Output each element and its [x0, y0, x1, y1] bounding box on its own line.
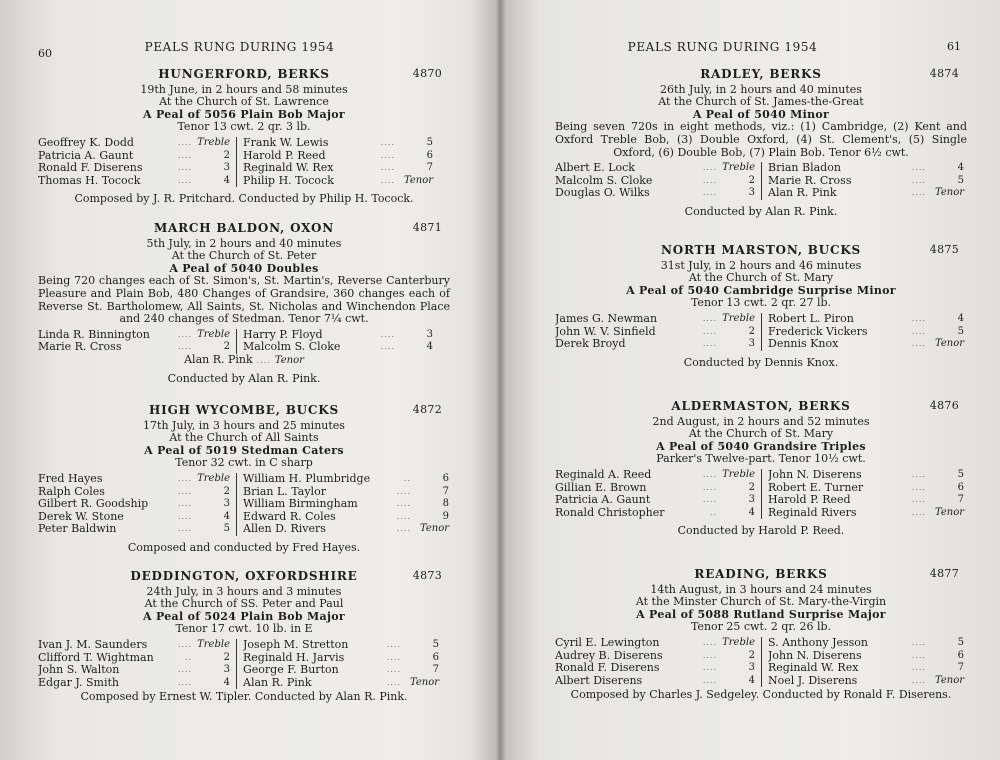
ringer-name: Linda R. Binnington [38, 328, 150, 341]
ringer-row: Ronald Christopher .. 4 [555, 506, 755, 519]
ringer-row: John W. V. Sinfield .... 2 [555, 325, 755, 338]
peal-title [555, 68, 967, 81]
ringer-name: Patricia A. Gaunt [38, 149, 134, 162]
right-page [505, 0, 1000, 760]
peal-title [38, 222, 450, 235]
ringer-name: Albert E. Lock [555, 162, 635, 175]
peal-place: HUNGERFORD, BERKS [158, 67, 330, 81]
bell-number: 4 [748, 506, 755, 518]
peal-method: A Peal of 5040 Doubles [169, 261, 319, 275]
peal-date-line: 2nd August, in 2 hours and 52 minutes [652, 414, 870, 428]
band-column-left [555, 162, 762, 200]
peal-conductor: Conducted by Dennis Knox. [683, 355, 839, 369]
peal-method: A Peal of 5040 Minor [692, 107, 830, 121]
peal-place: DEDDINGTON, OXFORDSHIRE [130, 569, 358, 583]
ringer-row: William Birmingham .... 8 [243, 498, 449, 511]
bell-number: 7 [442, 485, 449, 497]
bell-number: 5 [223, 523, 230, 535]
bell-number: Tenor [419, 523, 449, 535]
bell-number: 3 [748, 494, 755, 506]
page-number: 60 [38, 47, 52, 60]
bell-number: 3 [426, 328, 433, 340]
band-table [555, 313, 967, 351]
ringer-name: Patricia A. Gaunt [555, 494, 651, 507]
ringer-name: Douglas O. Wilks [555, 187, 650, 200]
ringer-name: Fred Hayes [38, 472, 103, 485]
peal-date-line: 14th August, in 3 hours and 24 minutes [650, 582, 872, 596]
ringer-row: Audrey B. Diserens .... 2 [555, 649, 755, 662]
ringer-name: Harold P. Reed [768, 494, 851, 507]
ringer-row: Joseph M. Stretton .... 5 [243, 638, 439, 651]
peal-place: MARCH BALDON, OXON [153, 221, 335, 235]
ringer-name: Edgar J. Smith [38, 676, 119, 689]
bell-number: 5 [432, 638, 439, 650]
ringer-name: Clifford T. Wightman [38, 651, 154, 664]
peal-church-line: At the Church of SS. Peter and Paul [144, 597, 344, 611]
bell-number: Tenor [934, 506, 964, 518]
ringer-row: Robert E. Turner .... 6 [768, 481, 964, 494]
band-column-right [762, 162, 964, 200]
peal-date-line: 5th July, in 2 hours and 40 minutes [146, 236, 342, 250]
ringer-name: George F. Burton [243, 664, 339, 677]
ringer-row: Fred Hayes .... Treble [38, 472, 230, 485]
peal-date-line: 31st July, in 2 hours and 46 minutes [660, 258, 862, 272]
ringer-row: Robert L. Piron .... 4 [768, 312, 964, 325]
peal-place: RADLEY, BERKS [700, 67, 822, 81]
peal-date-line: 26th July, in 2 hours and 40 minutes [660, 82, 862, 96]
ringer-row: Reginald W. Rex .... 7 [768, 662, 964, 675]
ringer-row: Gilbert R. Goodship .... 3 [38, 498, 230, 511]
peal-conductor: Conducted by Alan R. Pink. [167, 371, 321, 385]
bell-number: 2 [223, 651, 230, 663]
peal-date-line: 19th June, in 2 hours and 58 minutes [140, 82, 348, 96]
peal-place: ALDERMASTON, BERKS [671, 399, 851, 413]
bell-number: Tenor [409, 676, 439, 688]
ringer-name: Frank W. Lewis [243, 136, 329, 149]
left-page [0, 0, 495, 760]
ringer-name: Reginald H. Jarvis [243, 651, 345, 664]
ringer-row: Frank W. Lewis .... 5 [243, 136, 433, 149]
ringer-row: Malcolm S. Cloke .... 2 [555, 174, 755, 187]
peal-entry [555, 244, 967, 369]
peal-description: Being seven 720s in eight methods, viz.: (1) Cambridge, (2) Kent and Oxford Treble Bob, (3) Double Oxford, (4) St. Clement's, (5) Single Oxford, (6) Double Bob, (7) Plain Bob. Tenor 6½ cwt. [555, 120, 967, 159]
bell-number: Tenor [934, 187, 964, 199]
ringer-name: Ronald F. Diserens [555, 662, 660, 675]
bell-number: 6 [442, 472, 449, 484]
ringer-row: Ronald F. Diserens .... 3 [38, 162, 230, 175]
bell-number: 4 [223, 676, 230, 688]
bell-number: 4 [957, 162, 964, 174]
ringer-name: Ronald Christopher [555, 506, 665, 519]
peal-conductor: Composed and conducted by Fred Hayes. [127, 540, 361, 554]
bell-number: 6 [432, 651, 439, 663]
peal-church-line: At the Church of St. Peter [171, 249, 317, 263]
ringer-name: William H. Plumbridge [243, 472, 371, 485]
ringer-row: Derek Broyd .... 3 [555, 338, 755, 351]
band-column-right [237, 137, 433, 187]
peal-tenor: Tenor 13 cwt. 2 qr. 27 lb. [690, 296, 832, 310]
bell-number: Treble [197, 638, 230, 650]
ringer-name: Derek W. Stone [38, 510, 124, 523]
ringer-row: Albert Diserens .... 4 [555, 674, 755, 687]
peal-conductor: Composed by J. R. Pritchard. Conducted by Philip H. Tocock. [74, 192, 414, 206]
ringer-name: Philip H. Tocock [243, 174, 334, 187]
ringer-row: Derek W. Stone .... 4 [38, 510, 230, 523]
bell-number: 4 [957, 312, 964, 324]
peal-entry [38, 570, 450, 704]
band-column-left [555, 637, 762, 687]
ringer-row: Linda R. Binnington .... Treble [38, 328, 230, 341]
bell-number: 3 [223, 498, 230, 510]
bell-number: 6 [957, 649, 964, 661]
peal-place: NORTH MARSTON, BUCKS [660, 243, 862, 257]
ringer-row: Ivan J. M. Saunders .... Treble [38, 638, 230, 651]
running-head: PEALS RUNG DURING 1954 [627, 40, 818, 54]
ringer-row: Douglas O. Wilks .... 3 [555, 187, 755, 200]
ringer-row: Dennis Knox .... Tenor [768, 338, 964, 351]
peal-place: READING, BERKS [694, 567, 828, 581]
peal-church-line: At the Minster Church of St. Mary-the-Virgin [635, 595, 887, 609]
band-table [555, 469, 967, 519]
ringer-name: Joseph M. Stretton [243, 638, 349, 651]
bell-number: Tenor [274, 354, 304, 366]
bell-number: Treble [722, 312, 755, 324]
bell-number: 5 [957, 636, 964, 648]
ringer-name: Alan R. Pink [243, 676, 312, 689]
peal-method: A Peal of 5056 Plain Bob Major [143, 107, 345, 121]
ringer-name: Brian L. Taylor [243, 485, 326, 498]
bell-number: 3 [748, 187, 755, 199]
ringer-row: Alan R. Pink .... Tenor [768, 187, 964, 200]
ringer-name: John S. Walton [38, 664, 120, 677]
peal-tenor: Tenor 17 cwt. 10 lb. in E [175, 622, 313, 636]
peal-title [555, 568, 967, 581]
ringer-row: Cyril E. Lewington .... Treble [555, 636, 755, 649]
bell-number: 2 [223, 149, 230, 161]
bell-number: 3 [748, 338, 755, 350]
ringer-row: Frederick Vickers .... 5 [768, 325, 964, 338]
ringer-row: Patricia A. Gaunt .... 3 [555, 494, 755, 507]
ringer-row: Reginald Rivers .... Tenor [768, 506, 964, 519]
ringer-name: Alan R. Pink [768, 187, 837, 200]
ringer-name: S. Anthony Jesson [768, 636, 869, 649]
ringer-row: Albert E. Lock .... Treble [555, 162, 755, 175]
bell-number: 2 [748, 325, 755, 337]
bell-number: Treble [722, 468, 755, 480]
ringer-name: William Birmingham [243, 498, 358, 511]
ringer-row: John N. Diserens .... 6 [768, 649, 964, 662]
peal-conductor: Conducted by Alan R. Pink. [684, 204, 838, 218]
ringer-name: Albert Diserens [555, 674, 643, 687]
ringer-name: Thomas H. Tocock [38, 174, 141, 187]
bell-number: 5 [957, 325, 964, 337]
bell-number: 7 [957, 662, 964, 674]
peal-method: A Peal of 5088 Rutland Surprise Major [636, 607, 886, 621]
peal-date-line: 24th July, in 3 hours and 3 minutes [146, 584, 342, 598]
ringer-name: Harold P. Reed [243, 149, 326, 162]
bell-number: Tenor [403, 174, 433, 186]
ringer-name: Ronald F. Diserens [38, 162, 143, 175]
bell-number: 9 [442, 510, 449, 522]
ringer-row: Harry P. Floyd .... 3 [243, 328, 433, 341]
ringer-row: Geoffrey K. Dodd .... Treble [38, 136, 230, 149]
bell-number: 6 [957, 481, 964, 493]
band-table [555, 162, 967, 200]
ringer-row: Peter Baldwin .... 5 [38, 523, 230, 536]
ringer-name: Marie R. Cross [38, 341, 122, 354]
peal-entry [38, 68, 450, 206]
peal-church-line: At the Church of St. Mary [688, 427, 834, 441]
ringer-row: Reginald H. Jarvis .... 6 [243, 651, 439, 664]
ringer-row: Noel J. Diserens .... Tenor [768, 674, 964, 687]
band-table [38, 329, 450, 354]
peal-tenor: Tenor 25 cwt. 2 qr. 26 lb. [690, 620, 832, 634]
ringer-row: Ralph Coles .... 2 [38, 485, 230, 498]
peal-conductor: Composed by Charles J. Sedgeley. Conducted by Ronald F. Diserens. [570, 688, 952, 702]
ringer-name: James G. Newman [555, 312, 658, 325]
bell-number: 4 [223, 510, 230, 522]
ringer-name: Robert L. Piron [768, 312, 854, 325]
ringer-row: Edward R. Coles .... 9 [243, 510, 449, 523]
bell-number: Tenor [934, 674, 964, 686]
bell-number: 3 [223, 664, 230, 676]
peal-method: A Peal of 5040 Grandsire Triples [656, 439, 866, 453]
peal-entry [555, 400, 967, 538]
ringer-row: Marie R. Cross .... 2 [38, 341, 230, 354]
ringer-name: Gilbert R. Goodship [38, 498, 149, 511]
ringer-row: S. Anthony Jesson .... 5 [768, 636, 964, 649]
bell-number: 4 [426, 341, 433, 353]
bell-number: 2 [748, 174, 755, 186]
ringer-name: Ivan J. M. Saunders [38, 638, 148, 651]
peal-title [38, 404, 450, 417]
peal-title [555, 400, 967, 413]
peal-place: HIGH WYCOMBE, BUCKS [149, 403, 339, 417]
ringer-row: Ronald F. Diserens .... 3 [555, 662, 755, 675]
ringer-row: Marie R. Cross .... 5 [768, 174, 964, 187]
ringer-name: Geoffrey K. Dodd [38, 136, 134, 149]
ringer-row: William H. Plumbridge .. 6 [243, 472, 449, 485]
peal-conductor: Conducted by Harold P. Reed. [677, 524, 845, 538]
ringer-name: Frederick Vickers [768, 325, 868, 338]
ringer-name: Noel J. Diserens [768, 674, 858, 687]
band-column-left [38, 639, 237, 689]
bell-number: 3 [223, 162, 230, 174]
peal-entry [555, 68, 967, 219]
ringer-name: John N. Diserens [768, 468, 862, 481]
ringer-name: Ralph Coles [38, 485, 105, 498]
ringer-name: Dennis Knox [768, 338, 839, 351]
bell-number: 2 [223, 341, 230, 353]
bell-number: 7 [957, 494, 964, 506]
ringer-name: Edward R. Coles [243, 510, 336, 523]
ringer-name: John N. Diserens [768, 649, 862, 662]
ringer-name: Derek Broyd [555, 338, 626, 351]
ringer-row: Allen D. Rivers .... Tenor [243, 523, 449, 536]
peal-number: 4873 [412, 569, 442, 582]
peal-date-line: 17th July, in 3 hours and 25 minutes [143, 418, 345, 432]
ringer-name: Audrey B. Diserens [555, 649, 663, 662]
ringer-row: Gillian E. Brown .... 2 [555, 481, 755, 494]
bell-number: 5 [957, 468, 964, 480]
peal-tenor: Tenor 13 cwt. 2 qr. 3 lb. [177, 120, 311, 134]
ringer-name: Gillian E. Brown [555, 481, 647, 494]
ringer-row: Clifford T. Wightman .. 2 [38, 651, 230, 664]
peal-entry [38, 222, 450, 385]
band-table [38, 473, 450, 536]
band-table [38, 137, 450, 187]
bell-number: 4 [748, 674, 755, 686]
ringer-name: Reginald Rivers [768, 506, 857, 519]
peal-church-line: At the Church of St. Mary [688, 271, 834, 285]
band-column-right [237, 329, 433, 354]
peal-church-line: At the Church of St. Lawrence [159, 95, 329, 109]
ringer-row: Thomas H. Tocock .... 4 [38, 174, 230, 187]
bell-number: 2 [748, 649, 755, 661]
ringer-row: Patricia A. Gaunt .... 2 [38, 149, 230, 162]
band-column-left [38, 473, 237, 536]
page-number: 61 [947, 40, 961, 53]
band-column-right [762, 637, 964, 687]
running-head: PEALS RUNG DURING 1954 [144, 40, 335, 54]
bell-number: 5 [426, 136, 433, 148]
peal-number: 4876 [929, 399, 959, 412]
bell-number: 7 [432, 664, 439, 676]
ringer-row: Reginald A. Reed .... Treble [555, 468, 755, 481]
bell-number: Treble [197, 472, 230, 484]
peal-tenor: Tenor 32 cwt. in C sharp [175, 456, 313, 470]
peal-church-line: At the Church of All Saints [169, 431, 319, 445]
peal-title [38, 68, 450, 81]
peal-number: 4874 [929, 67, 959, 80]
ringer-row: James G. Newman .... Treble [555, 312, 755, 325]
band-column-left [555, 469, 762, 519]
ringer-row: George F. Burton .... 7 [243, 664, 439, 677]
peal-number: 4872 [412, 403, 442, 416]
bell-number: Treble [722, 636, 755, 648]
peal-entry [555, 568, 967, 702]
ringer-row: Alan R. Pink .... Tenor [184, 352, 304, 366]
peal-number: 4871 [412, 221, 442, 234]
ringer-name: Reginald W. Rex [243, 162, 334, 175]
peal-number: 4875 [929, 243, 959, 256]
peal-title [38, 570, 450, 583]
band-table [555, 637, 967, 687]
bell-number: 2 [748, 481, 755, 493]
bell-number: Treble [722, 162, 755, 174]
ringer-name: Reginald A. Reed [555, 468, 652, 481]
ringer-row: Brian Bladon .... 4 [768, 162, 964, 175]
ringer-row: Malcolm S. Cloke .... 4 [243, 341, 433, 354]
band-column-right [237, 473, 449, 536]
ringer-name: Peter Baldwin [38, 523, 117, 536]
peal-method: A Peal of 5024 Plain Bob Major [143, 609, 345, 623]
bell-number: 6 [426, 149, 433, 161]
ringer-name: Allen D. Rivers [243, 523, 326, 536]
band-column-right [237, 639, 439, 689]
ringer-name: Reginald W. Rex [768, 662, 859, 675]
band-column-left [38, 137, 237, 187]
peal-entry [38, 404, 450, 555]
ringer-name: Harry P. Floyd [243, 328, 323, 341]
peal-church-line: At the Church of St. James-the-Great [658, 95, 864, 109]
ringer-row: Harold P. Reed .... 7 [768, 494, 964, 507]
bell-number: Treble [197, 328, 230, 340]
band-column-left [555, 313, 762, 351]
ringer-name: Malcolm S. Cloke [555, 174, 653, 187]
ringer-name: Marie R. Cross [768, 174, 852, 187]
band-table [38, 639, 450, 689]
ringer-name: Brian Bladon [768, 162, 841, 175]
ringer-name: Malcolm S. Cloke [243, 341, 341, 354]
peal-description: Being 720 changes each of St. Simon's, St. Martin's, Reverse Canterbury Pleasure and Plain Bob, 480 Changes of Grandsire, 360 changes each of Reverse St. Bartholomew, All Saints, St. Nicholas and Winchendon Place and 240 changes of Stedman. Tenor 7¼ cwt. [38, 274, 450, 326]
bell-number: 8 [442, 498, 449, 510]
band-column-right [762, 313, 964, 351]
ringer-row: Brian L. Taylor .... 7 [243, 485, 449, 498]
bell-number: 4 [223, 174, 230, 186]
bell-number: 2 [223, 485, 230, 497]
ringer-row: Alan R. Pink .... Tenor [243, 676, 439, 689]
peal-title [555, 244, 967, 257]
ringer-row: Reginald W. Rex .... 7 [243, 162, 433, 175]
peal-tenor: Parker's Twelve-part. Tenor 10½ cwt. [656, 452, 866, 466]
bell-number: Treble [197, 136, 230, 148]
bell-number: 3 [748, 662, 755, 674]
peal-method: A Peal of 5019 Stedman Caters [144, 443, 344, 457]
bell-number: Tenor [934, 338, 964, 350]
bell-number: 7 [426, 162, 433, 174]
ringer-row: Harold P. Reed .... 6 [243, 149, 433, 162]
ringer-name: John W. V. Sinfield [555, 325, 656, 338]
ringer-name: Cyril E. Lewington [555, 636, 660, 649]
ringer-row: Edgar J. Smith .... 4 [38, 676, 230, 689]
band-column-right [762, 469, 964, 519]
peal-number: 4870 [412, 67, 442, 80]
ringer-row: John N. Diserens .... 5 [768, 468, 964, 481]
ringer-row: Philip H. Tocock .... Tenor [243, 174, 433, 187]
bell-number: 5 [957, 174, 964, 186]
peal-method: A Peal of 5040 Cambridge Surprise Minor [626, 283, 896, 297]
band-column-left [38, 329, 237, 354]
peal-number: 4877 [929, 567, 959, 580]
peal-conductor: Composed by Ernest W. Tipler. Conducted by Alan R. Pink. [80, 690, 408, 704]
ringer-name: Robert E. Turner [768, 481, 864, 494]
ringer-row: John S. Walton .... 3 [38, 664, 230, 677]
ringer-name: Alan R. Pink [184, 352, 253, 366]
